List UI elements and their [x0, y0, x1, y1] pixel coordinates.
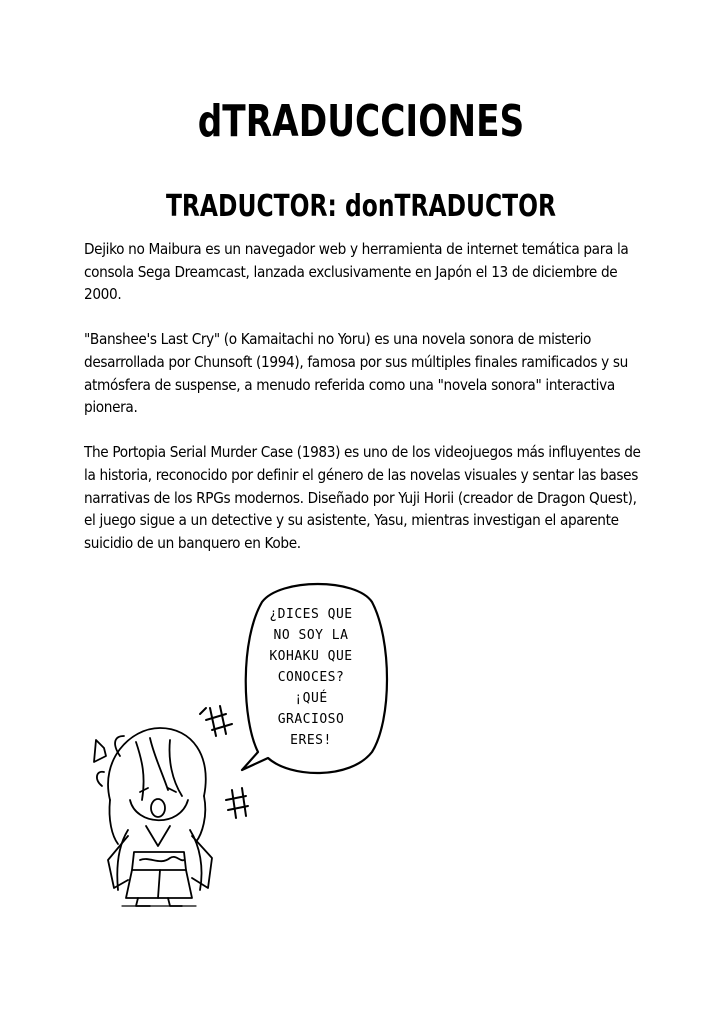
chibi-kohaku-character-icon [94, 728, 212, 906]
page-title: dTRADUCCIONES [197, 96, 525, 147]
speech-line: CONOCES? [277, 670, 345, 685]
speech-bubble-text [246, 604, 376, 751]
annoyance-marks-icon [200, 706, 248, 818]
speech-line: GRACIOSO [277, 712, 345, 727]
paragraph-dejiko: Dejiko no Maibura es un navegador web y herramienta de internet temática para la consola Sega Dreamcast, lanzada exclusivamente en Japón el 13 de diciembre de 2000. [84, 240, 629, 304]
speech-line: ¡QUÉ [294, 691, 328, 706]
paragraph-portopia: The Portopia Serial Murder Case (1983) es uno de los videojuegos más influyentes de la historia, reconocido por definir el género de las novelas visuales y sentar las bases narrativas de los RPGs modernos. Diseñado por Yuji Horii (creador de Dragon Quest), el juego sigue a un detective y su asistente, Yasu, mientras investigan el aparente suicidio de un banquero en Kobe. [84, 443, 641, 552]
speech-line: ¿DICES QUE [269, 607, 353, 622]
speech-line: ERES! [290, 733, 332, 748]
paragraph-banshee: "Banshee's Last Cry" (o Kamaitachi no Yoru) es una novela sonora de misterio desarrollada por Chunsoft (1994), famosa por sus múltiples finales ramificados y su atmósfera de suspense, a menudo referida como una "novela sonora" interactiva pionera. [84, 330, 628, 417]
speech-line: KOHAKU QUE [269, 649, 353, 664]
translator-credit: TRADUCTOR: donTRADUCTOR [165, 189, 557, 224]
speech-line: NO SOY LA [273, 628, 349, 643]
